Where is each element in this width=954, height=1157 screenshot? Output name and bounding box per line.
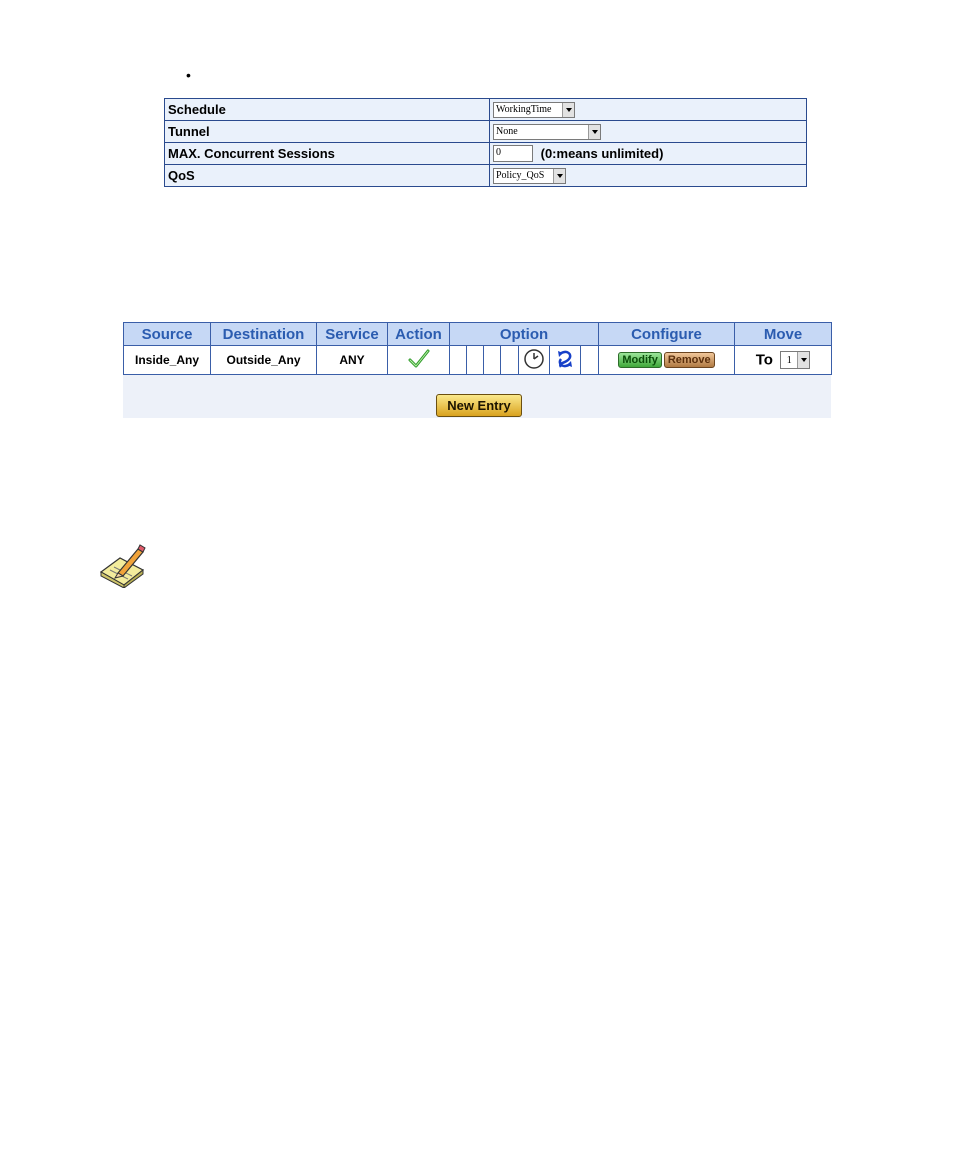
chevron-down-icon — [797, 352, 809, 368]
chevron-down-icon — [562, 103, 574, 117]
tunnel-select[interactable] — [493, 124, 601, 140]
new-entry-button[interactable]: New Entry — [436, 394, 522, 417]
policy-action — [388, 346, 450, 375]
header-service: Service — [317, 323, 388, 346]
bullet: • — [186, 67, 191, 83]
option-slot-2 — [467, 346, 484, 375]
policy-settings-table — [164, 98, 807, 187]
checkmark-icon — [408, 349, 430, 369]
max-sessions-cell — [490, 143, 807, 165]
qos-label: QoS — [165, 165, 490, 187]
policy-destination: Outside_Any — [211, 346, 317, 375]
max-sessions-label: MAX. Concurrent Sessions — [165, 143, 490, 165]
tunnel-select-value: None — [496, 126, 518, 138]
remove-button[interactable]: Remove — [664, 352, 715, 368]
option-slot-schedule — [519, 346, 550, 375]
policy-move — [735, 346, 832, 375]
header-move: Move — [735, 323, 832, 346]
option-slot-4 — [501, 346, 519, 375]
policy-table — [123, 322, 832, 375]
schedule-clock-icon[interactable] — [523, 348, 545, 370]
modify-button[interactable]: Modify — [618, 352, 661, 368]
qos-cell — [490, 165, 807, 187]
option-slot-7 — [581, 346, 599, 375]
policy-list-panel — [123, 322, 831, 418]
policy-configure — [599, 346, 735, 375]
qos-select-value: Policy_QoS — [496, 170, 545, 182]
tunnel-cell — [490, 121, 807, 143]
schedule-cell — [490, 99, 807, 121]
settings-row-tunnel — [165, 121, 807, 143]
qos-select[interactable] — [493, 168, 566, 184]
settings-row-max-sessions — [165, 143, 807, 165]
header-action: Action — [388, 323, 450, 346]
max-sessions-input[interactable]: 0 — [493, 145, 533, 162]
schedule-select[interactable] — [493, 102, 575, 118]
move-to-select[interactable] — [780, 351, 810, 369]
header-configure: Configure — [599, 323, 735, 346]
policy-service: ANY — [317, 346, 388, 375]
chevron-down-icon — [553, 169, 565, 183]
settings-row-qos — [165, 165, 807, 187]
move-to-select-value: 1 — [786, 354, 792, 366]
option-slot-1 — [450, 346, 467, 375]
table-row — [124, 346, 832, 375]
max-sessions-hint: (0:means unlimited) — [540, 146, 664, 162]
note-pencil-icon — [98, 542, 146, 588]
schedule-label: Schedule — [165, 99, 490, 121]
header-destination: Destination — [211, 323, 317, 346]
qos-cycle-icon[interactable] — [554, 348, 576, 370]
tunnel-label: Tunnel — [165, 121, 490, 143]
option-slot-qos — [550, 346, 581, 375]
header-option: Option — [450, 323, 599, 346]
chevron-down-icon — [588, 125, 600, 139]
policy-source: Inside_Any — [124, 346, 211, 375]
move-to-label: To — [755, 351, 773, 369]
option-slot-3 — [484, 346, 501, 375]
settings-row-schedule — [165, 99, 807, 121]
schedule-select-value: WorkingTime — [496, 104, 552, 116]
header-source: Source — [124, 323, 211, 346]
policy-header-row — [124, 323, 832, 346]
